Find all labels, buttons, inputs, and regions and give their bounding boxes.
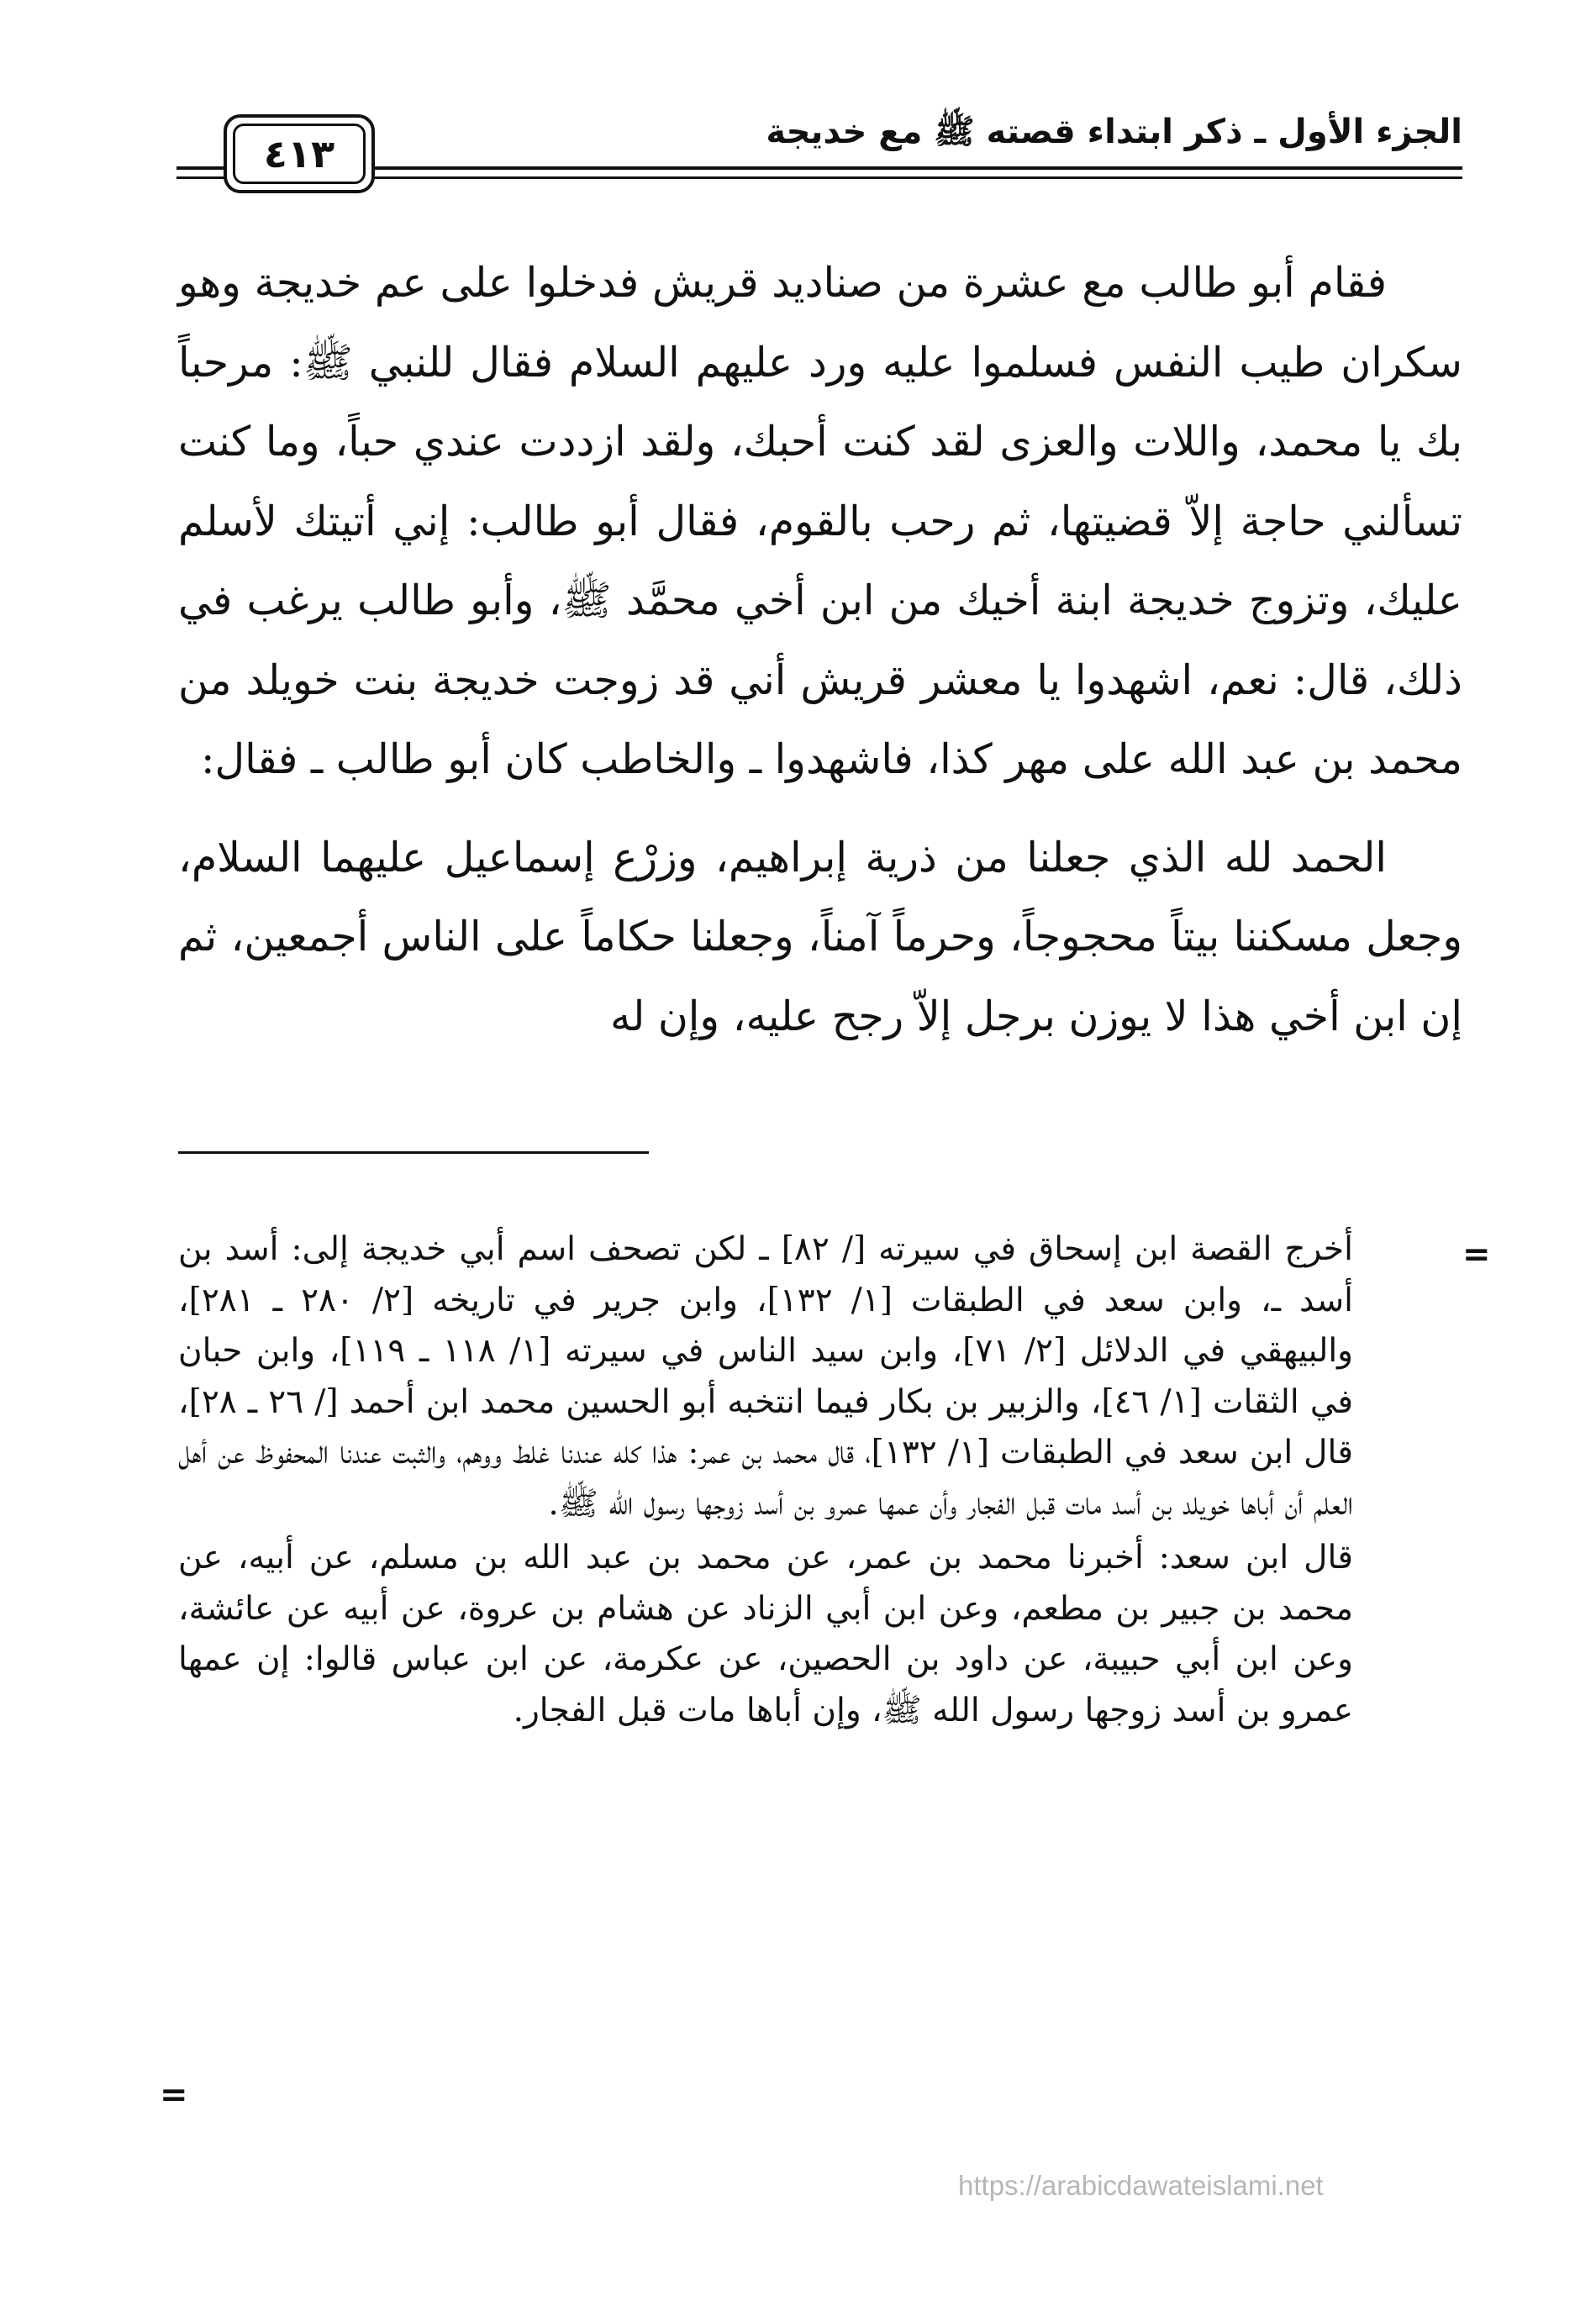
running-title: الجزء الأول ـ ذكر ابتداء قصته ﷺ مع خديجة	[766, 113, 1462, 151]
page-number-frame	[224, 114, 375, 193]
footnote-paragraph: قال ابن سعد: أخبرنا محمد بن عمر، عن محمد بن عبد الله بن مسلم، عن أبيه، عن محمد بن جبير بن مطعم، وعن ابن أبي الزناد عن هشام بن عروة، عن أبيه عن عائشة، وعن ابن أبي حبيبة، عن داود بن الحصين، عن عكرمة، عن ابن عباس قالوا: إن عمها عمرو بن أسد زوجها رسول الله ﷺ، وإن أباها مات قبل الفجار.	[178, 1539, 1353, 1729]
main-text	[178, 244, 1462, 1056]
main-paragraph: فقام أبو طالب مع عشرة من صناديد قريش فدخلوا على عم خديجة وهو سكران طيب النفس فسلموا عليه ورد عليهم السلام فقال للنبي ﷺ: مرحباً بك يا محمد، واللات والعزى لقد كنت أحبك، ولقد ازددت عندي حباً، وما كنت تسألني حاجة إلاّ قضيتها، ثم رحب بالقوم، فقال أبو طالب: إني أتيتك لأسلم عليك، وتزوج خديجة ابنة أخيك من ابن أخي محمَّد ﷺ، وأبو طالب يرغب في ذلك، قال: نعم، اشهدوا يا معشر قريش أني قد زوجت خديجة بنت خويلد من محمد بن عبد الله على مهر كذا، فاشهدوا ـ والخاطب كان أبو طالب ـ فقال:	[178, 259, 1462, 783]
footnote-separator	[178, 1151, 649, 1154]
footnote-paragraph: أخرج القصة ابن إسحاق في سيرته [/ ٨٢] ـ لكن تصحف اسم أبي خديجة إلى: أسد بن أسد ـ، وابن سعد في الطبقات [١/ ١٣٢]، وابن جرير في تاريخه [٢/ ٢٨٠ ـ ٢٨١]، والبيهقي في الدلائل [٢/ ٧١]، وابن سيد الناس في سيرته [١/ ١١٨ ـ ١١٩]، وابن حبان في الثقات [١/ ٤٦]، والزبير بن بكار فيما انتخبه أبو الحسين محمد ابن أحمد [/ ٢٦ ـ ٢٨]، قال ابن سعد في الطبقات [١/ ١٣٢]، قال محمد بن عمر: هذا كله عندنا غلط ووهم، والثبت عندنا المحفوظ عن أهل العلم أن أباها خويلد بن أسد مات قبل الفجار وأن عمها عمرو بن أسد زوجها رسول الله ﷺ.	[178, 1230, 1354, 1523]
page-number: ٤١٣	[233, 124, 366, 184]
footnote-continuation-mark-bottom: =	[160, 2076, 188, 2114]
page-header	[176, 101, 1462, 193]
main-paragraph: الحمد لله الذي جعلنا من ذرية إبراهيم، وزرْع إسماعيل عليهما السلام، وجعل مسكننا بيتاً محجوجاً، وحرماً آمناً، وجعلنا حكاماً على الناس أجمعين، ثم إن ابن أخي هذا لا يوزن برجل إلاّ رجح عليه، وإن له	[178, 833, 1462, 1040]
footnotes	[178, 1224, 1353, 1736]
footnote-continuation-mark-top: =	[1462, 1235, 1491, 1274]
watermark-url: https://arabicdawateislami.net	[958, 2170, 1324, 2201]
